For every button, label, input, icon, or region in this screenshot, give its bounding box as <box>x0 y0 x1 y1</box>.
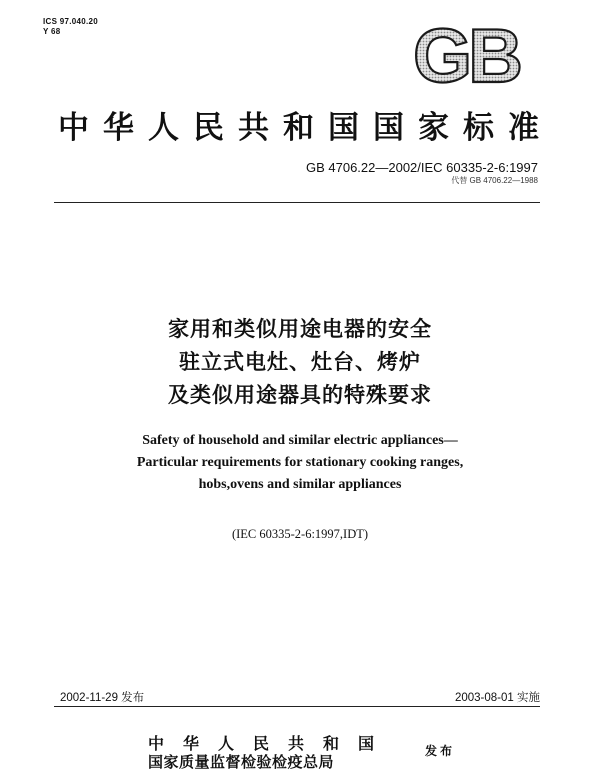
publisher-action: 发布 <box>425 744 456 758</box>
implementation-date: 2003-08-01 实施 <box>454 692 540 704</box>
english-title-line-3: hobs,ovens and similar appliances <box>198 477 402 492</box>
standard-number: GB 4706.22—2002/IEC 60335-2-6:1997 <box>305 160 538 175</box>
issue-date: 2002-11-29 发布 <box>60 692 145 704</box>
equivalence-statement: (IEC 60335-2-6:1997,IDT) <box>231 527 369 541</box>
replaces-note: 代替 GB 4706.22—1988 <box>451 176 538 185</box>
publisher-line-1: 中华人民共和国 <box>148 734 394 753</box>
national-standard-title: 中华人民共和国国家标准 <box>58 110 553 146</box>
top-divider <box>54 202 540 203</box>
svg-text:GB: GB <box>413 22 519 88</box>
chinese-title-line-3: 及类似用途器具的特殊要求 <box>168 383 432 407</box>
publisher-line-2: 国家质量监督检验检疫总局 <box>148 753 335 771</box>
chinese-title-line-1: 家用和类似用途电器的安全 <box>168 317 432 341</box>
ccs-code: Y 68 <box>43 27 61 36</box>
bottom-divider <box>54 706 540 707</box>
english-title-line-2: Particular requirements for stationary cooking ranges, <box>136 455 464 470</box>
english-title-line-1: Safety of household and similar electric appliances— <box>142 433 458 448</box>
ics-code: ICS 97.040.20 <box>43 17 99 26</box>
classification-codes <box>43 17 98 37</box>
gb-logo <box>398 22 534 88</box>
chinese-title-line-2: 驻立式电灶、灶台、烤炉 <box>179 350 421 374</box>
